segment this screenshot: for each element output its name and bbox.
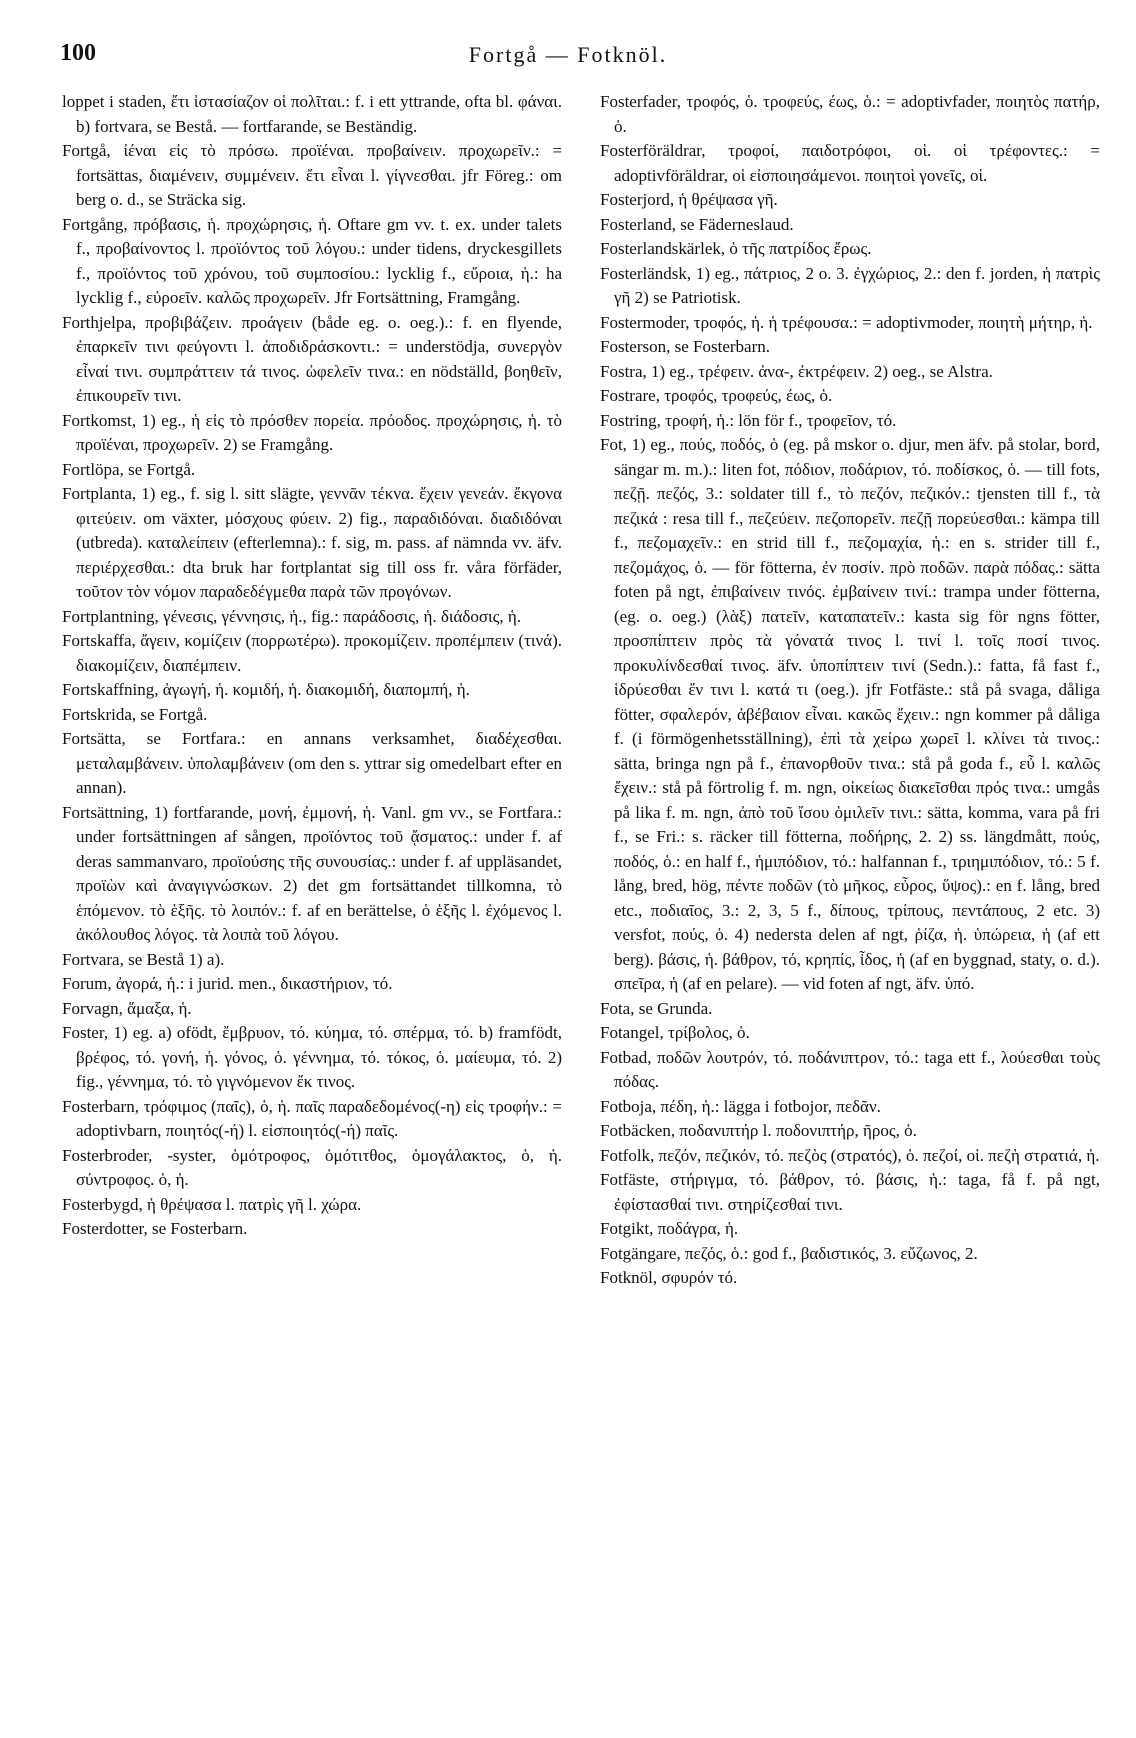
dictionary-entry: Fortvara, se Bestå 1) a). <box>62 949 225 969</box>
dictionary-entry: Fosterbarn, τρόφιμος (παῖς), ὁ, ἡ. παῖς παραδεδομένος(-η) εἰς τροφήν.: = adoptivbarn, ποιητός(-ή) l. εἰσποιητός(-ή) παῖς. <box>62 1096 562 1140</box>
dictionary-entry: Fortsättning, 1) fortfarande, μονή, ἐμμονή, ἡ. Vanl. gm vv., se Fortfara.: under fortsättningen af sången, προϊόντος τοῦ ᾄσματος.: under f. af deras sammanvaro, προϊούσης τῆς συνουσίας.: under f. af uppläsandet, προϊὼν καὶ ἀναγιγνώσκων. 2) det gm fortsättandet tillkomna, τὸ ἑπόμενον. τὸ ἑξῆς. τὸ λοιπόν.: f. af en berättelse, ὁ ἑξῆς l. ἐχόμενος l. ἀκόλουθος λόγος. τὰ λοιπὰ τοῦ λόγου. <box>62 802 562 944</box>
dictionary-entry: Fortlöpa, se Fortgå. <box>62 459 196 479</box>
dictionary-entry: Fotgikt, ποδάγρα, ἡ. <box>600 1219 739 1238</box>
dictionary-entry: Fostra, 1) eg., τρέφειν. ἀνα-, ἐκτρέφειν. 2) oeg., se Alstra. <box>600 361 993 381</box>
dictionary-entry: Fosterbygd, ἡ θρέψασα l. πατρὶς γῆ l. χώρα. <box>62 1194 362 1214</box>
dictionary-entry: Forum, ἀγορά, ἡ.: i jurid. men., δικαστήριον, τό. <box>62 974 393 993</box>
dictionary-entry: Fosterföräldrar, τροφοί, παιδοτρόφοι, οἱ. οἱ τρέφοντες.: = adoptivföräldrar, οἱ εἰσποιησάμενοι. ποιητοὶ γονεῖς, οἱ. <box>600 141 1100 185</box>
dictionary-entry: Foster, 1) eg. a) ofödt, ἔμβρυον, τό. κύημα, τό. σπέρμα, τό. b) framfödt, βρέφος, τό. γονή, ἡ. γόνος, ὁ. γέννημα, τό. τόκος, ὁ. μαίευμα, τό. 2) fig., γέννημα, τό. τὸ γιγνόμενον ἔκ τινος. <box>62 1023 562 1091</box>
dictionary-entry: Fota, se Grunda. <box>600 998 713 1018</box>
dictionary-entry: Fotangel, τρίβολος, ὁ. <box>600 1023 750 1042</box>
left-column <box>62 90 562 1710</box>
dictionary-entry: Fostring, τροφή, ἡ.: lön för f., τροφεῖον, τό. <box>600 410 897 430</box>
dictionary-entry: Fortskaffa, ἄγειν, κομίζειν (πορρωτέρω). προκομίζειν. προπέμπειν (τινά). διακομίζειν, διαπέμπειν. <box>62 631 562 675</box>
dictionary-entry: Fosterjord, ἡ θρέψασα γῆ. <box>600 190 778 209</box>
page-number: 100 <box>60 40 96 66</box>
dictionary-entry: Fostermoder, τροφός, ἡ. ἡ τρέφουσα.: = adoptivmoder, ποιητὴ μήτηρ, ἡ. <box>600 312 1093 332</box>
dictionary-entry: Fosterland, se Fäderneslaud. <box>600 214 794 234</box>
dictionary-entry: Fosterfader, τροφός, ὁ. τροφεύς, έως, ὁ.: = adoptivfader, ποιητὸς πατήρ, ὁ. <box>600 92 1100 136</box>
dictionary-entry: Fortskaffning, ἀγωγή, ἡ. κομιδή, ἡ. διακομιδή, διαπομπή, ἡ. <box>62 680 470 699</box>
dictionary-entry: Fortplantning, γένεσις, γέννησις, ἡ., fig.: παράδοσις, ἡ. διάδοσις, ἡ. <box>62 606 521 626</box>
dictionary-entry: Fosterländsk, 1) eg., πάτριος, 2 o. 3. ἐγχώριος, 2.: den f. jorden, ἡ πατρὶς γῆ 2) se Patriotisk. <box>600 263 1100 307</box>
dictionary-entry: Fortkomst, 1) eg., ἡ εἰς τὸ πρόσθεν πορεία. πρόοδος. προχώρησις, ἡ. τὸ προϊέναι, προχωρεῖν. 2) se Framgång. <box>62 410 562 454</box>
dictionary-entry: Fotfolk, πεζόν, πεζικόν, τό. πεζὸς (στρατός), ὁ. πεζοί, οἱ. πεζὴ στρατιά, ἡ. <box>600 1145 1100 1165</box>
dictionary-entry: Fotfäste, στήριγμα, τό. βάθρον, τό. βάσις, ἡ.: taga, få f. på ngt, ἐφίστασθαί τινι. στηρίζεσθαί τινι. <box>600 1170 1100 1214</box>
dictionary-entry: Fosterdotter, se Fosterbarn. <box>62 1219 248 1238</box>
dictionary-entry: Fotboja, πέδη, ἡ.: lägga i fotbojor, πεδᾶν. <box>600 1096 881 1116</box>
dictionary-entry: Fotknöl, σφυρόν τό. <box>600 1268 738 1287</box>
dictionary-entry: Forvagn, ἅμαξα, ἡ. <box>62 998 192 1018</box>
dictionary-entry: Forthjelpa, προβιβάζειν. προάγειν (både eg. o. oeg.).: f. en flyende, ἐπαρκεῖν τινι φεύγοντι l. ἀποδιδράσκοντι.: = understödja, συνεργὸν εἶναί τινι. συμπράττειν τά τινος. ὠφελεῖν τινα.: en nödställd, βοηθεῖν, ἐπικουρεῖν τινι. <box>62 312 562 405</box>
dictionary-entry: Fosterlandskärlek, ὁ τῆς πατρίδος ἔρως. <box>600 239 872 258</box>
dictionary-entry: Fotgängare, πεζός, ὁ.: god f., βαδιστικός, 3. εὔζωνος, 2. <box>600 1243 978 1263</box>
dictionary-entry: Fot, 1) eg., πούς, ποδός, ὁ (eg. på mskor o. djur, men äfv. på stolar, bord, sängar m. m.).: liten fot, πόδιον, ποδάριον, τό. ποδίσκος, ὁ. — till fots, πεζῇ. πεζός, 3.: soldater till f., τὸ πεζόν, πεζικόν.: tjensten till f., τὰ πεζικά : resa till f., πεζεύειν. πεζοπορεῖν. πεζῇ πορεύεσθαι.: kämpa till f., πεζομαχεῖν.: en strid till f., πεζομαχία, ἡ.: en s. strider till f., πεζομάχος, ὁ. — för fötterna, ἐν ποσίν. πρὸ ποδῶν. παρὰ πόδας.: sätta foten på ngt, ἐπιβαίνειν τινός. ἐμβαίνειν τινί.: trampa under fötterna, (eg. o. oeg.) (λὰξ) πατεῖν, καταπατεῖν.: kasta sig för ngns fötter, προσπίπτειν πρὸς τὰ γόνατά τινος l. τινί l. τοῖς ποσί τινος. προκυλίνδεσθαί τινος. äfv. ὑποπίπτειν τινί (Sedn.).: fatta, få fast f., ἱδρύεσθαι ἔν τινι l. κατά τι (oeg.). jfr Fotfäste.: stå på svaga, dåliga fötter, σφαλερόν, ἀβέβαιον εἶναι. κακῶς ἔχειν.: ngn kommer på dåliga f. (i förmögenhetsställning), ἐπὶ τὰ χείρω χωρεῖ l. κλίνει τὰ τινος.: sätta, bringa ngn på f., ἐπανορθοῦν τινα.: stå på goda f., εὖ l. καλῶς ἔχειν.: stå på förtrolig f. m. ngn, οἰκείως διακεῖσθαι πρός τινα.: umgås på lika f. m. ngn, ἀπὸ τοῦ ἴσου ὁμιλεῖν τινι.: sätta, komma, vara på fri f., se Fri.: s. räcker till fötterna, ποδήρης, 2. 2) ss. längdmått, πούς, ποδός, ὁ.: en half f., ἡμιπόδιον, τό.: halfannan f., τριημιπόδιον, τό.: 5 f. lång, bred, hög, πέντε ποδῶν (τὸ μῆκος, εὖρος, ὕψος).: en f. lång, bred etc., ποδιαῖος, 3.: 2, 3, 5 f., δίπους, τρίπους, πεντάπους, 2 etc. 3) versfot, πούς, ὁ. 4) nedersta delen af ngt, ῥίζα, ἡ. ὑπώρεια, ἡ (af ett berg). βάσις, ἡ. βάθρον, τό, κρηπίς, ἶδος, ἡ (af en byggnad, staty, o. d.). σπεῖρα, ἡ (af en pelare). — vid foten af ngt, äfv. ὑπό. <box>600 435 1100 993</box>
dictionary-entry: Fostrare, τροφός, τροφεύς, έως, ὁ. <box>600 386 833 405</box>
dictionary-entry: Fortskrida, se Fortgå. <box>62 704 208 724</box>
dictionary-entry: Fotbäcken, ποδανιπτήρ l. ποδονιπτήρ, ῆρος, ὁ. <box>600 1121 917 1140</box>
running-head: Fortgå — Fotknöl. <box>468 42 668 67</box>
dictionary-entry: Fortgång, πρόβασις, ἡ. προχώρησις, ἡ. Oftare gm vv. t. ex. under talets f., προβαίνοντος l. προϊόντος τοῦ λόγου.: under tidens, dryckesgillets f., προϊόντος τοῦ χρόνου, τοῦ συμποσίου.: lycklig f., εὔροια, ἡ.: ha lycklig f., εὐροεῖν. καλῶς προχωρεῖν. Jfr Fortsättning, Framgång. <box>62 214 562 307</box>
dictionary-entry: Fortplanta, 1) eg., f. sig l. sitt slägte, γεννᾶν τέκνα. ἔχειν γενεάν. ἔκγονα φιτεύειν. om växter, μόσχους φύειν. 2) fig., παραδιδόναι. διαδιδόναι (utbreda). καταλείπειν (efterlemna).: f. sig, m. pass. af nämnda vv. äfv. περιέρχεσθαι.: dta bruk har fortplantat sig till oss fr. våra förfäder, τοῦτον τὸν νόμον παραδεδέγμεθα παρὰ τῶν προγόνων. <box>62 484 562 601</box>
dictionary-entry: Fotbad, ποδῶν λουτρόν, τό. ποδάνιπτρον, τό.: taga ett f., λούεσθαι τοὺς πόδας. <box>600 1047 1100 1091</box>
dictionary-entry: Fortgå, ἰέναι εἰς τὸ πρόσω. προϊέναι. προβαίνειν. προχωρεῖν.: = fortsättas, διαμένειν, συμμένειν. ἔτι εἶναι l. γίγνεσθαι. jfr Föreg.: om berg o. d., se Sträcka sig. <box>62 141 562 209</box>
page-header <box>60 40 1076 80</box>
dictionary-entry: loppet i staden, ἔτι ἰστασίαζον οἱ πολῖται.: f. i ett yttrande, ofta bl. φάναι. b) fortvara, se Bestå. — fortfarande, se Beständig. <box>62 92 562 136</box>
dictionary-entry: Fosterson, se Fosterbarn. <box>600 337 770 356</box>
right-column <box>600 90 1100 1710</box>
dictionary-entry: Fosterbroder, -syster, ὁμότροφος, ὁμότιτθος, ὁμογάλακτος, ὁ, ἡ. σύντροφος. ὁ, ἡ. <box>62 1145 562 1189</box>
dictionary-entry: Fortsätta, se Fortfara.: en annans verksamhet, διαδέχεσθαι. μεταλαμβάνειν. ὑπολαμβάνειν (om den s. yttrar sig omedelbart efter en annan). <box>62 729 562 797</box>
